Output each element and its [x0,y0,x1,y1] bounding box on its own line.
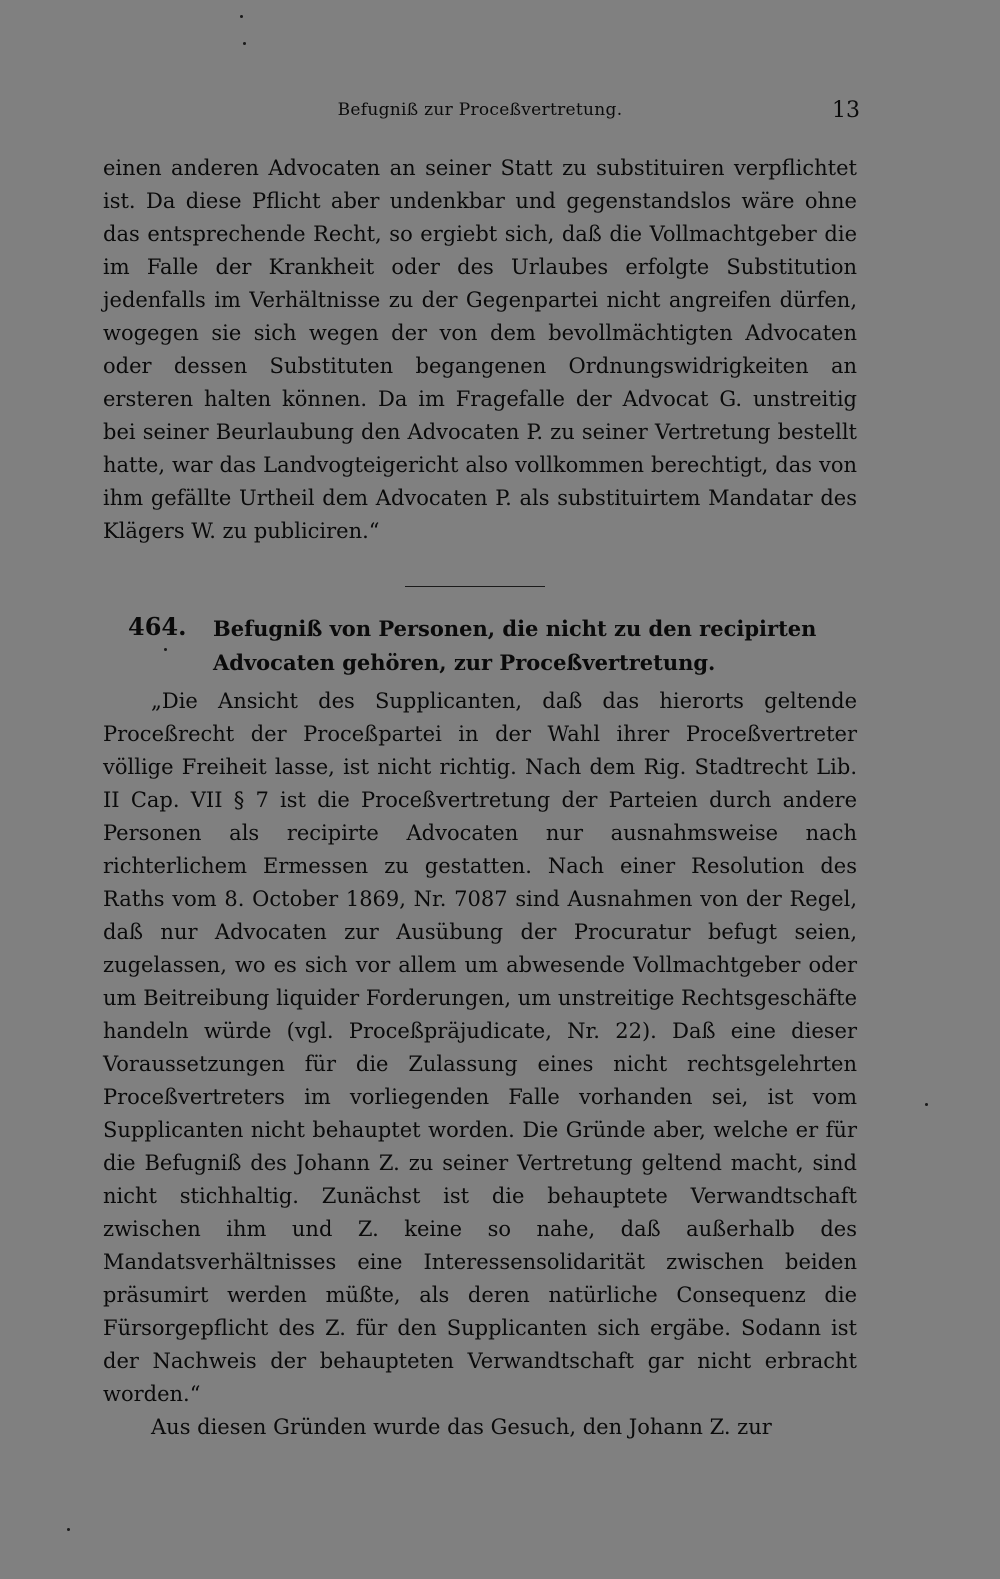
continuation-block [103,152,857,548]
section-title: Befugniß von Personen, die nicht zu den recipirten Advocaten gehören, zur Proceßvertretung. [213,616,817,675]
body-paragraph: „Die Ansicht des Supplicanten, daß das hierorts geltende Proceßrecht der Proceßpartei in der Wahl ihrer Proceßvertreter völlige Freiheit lasse, ist nicht richtig. Nach dem Rig. Stadtrecht Lib. II Cap. VII § 7 ist die Proceßvertretung der Parteien durch andere Personen als recipirte Advocaten nur ausnahmsweise nach richterlichem Ermessen zu gestatten. Nach einer Resolution des Raths vom 8. October 1869, Nr. 7087 sind Ausnahmen von der Regel, daß nur Advocaten zur Ausübung der Procuratur befugt seien, zugelassen, wo es sich vor allem um abwesende Vollmachtgeber oder um Beitreibung liquider Forderungen, um unstreitige Rechtsgeschäfte handeln würde (vgl. Proceßpräjudicate, Nr. 22). Daß eine dieser Voraussetzungen für die Zulassung eines nicht rechtsgelehrten Proceßvertreters im vorliegenden Falle vorhanden sei, ist vom Supplicanten nicht behauptet worden. Die Gründe aber, welche er für die Befugniß des Johann Z. zu seiner Vertretung geltend macht, sind nicht stichhaltig. Zunächst ist die behauptete Verwandtschaft zwischen ihm und Z. keine so nahe, daß außerhalb des Mandatsverhältnisses eine Interessensolidarität zwischen beiden präsumirt werden müßte, als deren natürliche Consequenz die Fürsorgepflicht des Z. für den Supplicanten sich ergäbe. Sodann ist der Nachweis der behaupteten Verwandtschaft gar nicht erbracht worden.“ [103,689,857,1406]
scan-speck [925,1103,928,1106]
scan-speck [240,15,243,18]
section-number: 464. [128,612,187,641]
running-title: Befugniß zur Proceßvertretung. [337,100,623,120]
scan-speck [164,648,167,651]
scan-speck [243,42,246,45]
body-paragraph: Aus diesen Gründen wurde das Gesuch, den Johann Z. zur [151,1415,772,1439]
page-number: 13 [832,98,860,123]
section-body [103,685,857,1444]
section-divider [405,586,545,587]
page-header [100,100,860,132]
continuation-paragraph: einen anderen Advocaten an seiner Statt zu substituiren verpflichtet ist. Da diese Pflicht aber undenkbar und gegenstandslos wäre ohne das entsprechende Recht, so ergiebt sich, daß die Vollmachtgeber die im Falle der Krankheit oder des Urlaubes erfolgte Substitution jedenfalls im Verhältnisse zu der Gegenpartei nicht angreifen dürfen, wogegen sie sich wegen der von dem bevollmächtigten Advocaten oder dessen Substituten begangenen Ordnungswidrigkeiten an ersteren halten können. Da im Fragefalle der Advocat G. unstreitig bei seiner Beurlaubung den Advocaten P. zu seiner Vertretung bestellt hatte, war das Landvogteigericht also vollkommen berechtigt, das von ihm gefällte Urtheil dem Advocaten P. als substituirtem Mandatar des Klägers W. zu publiciren.“ [103,156,857,543]
scan-speck [67,1528,70,1531]
